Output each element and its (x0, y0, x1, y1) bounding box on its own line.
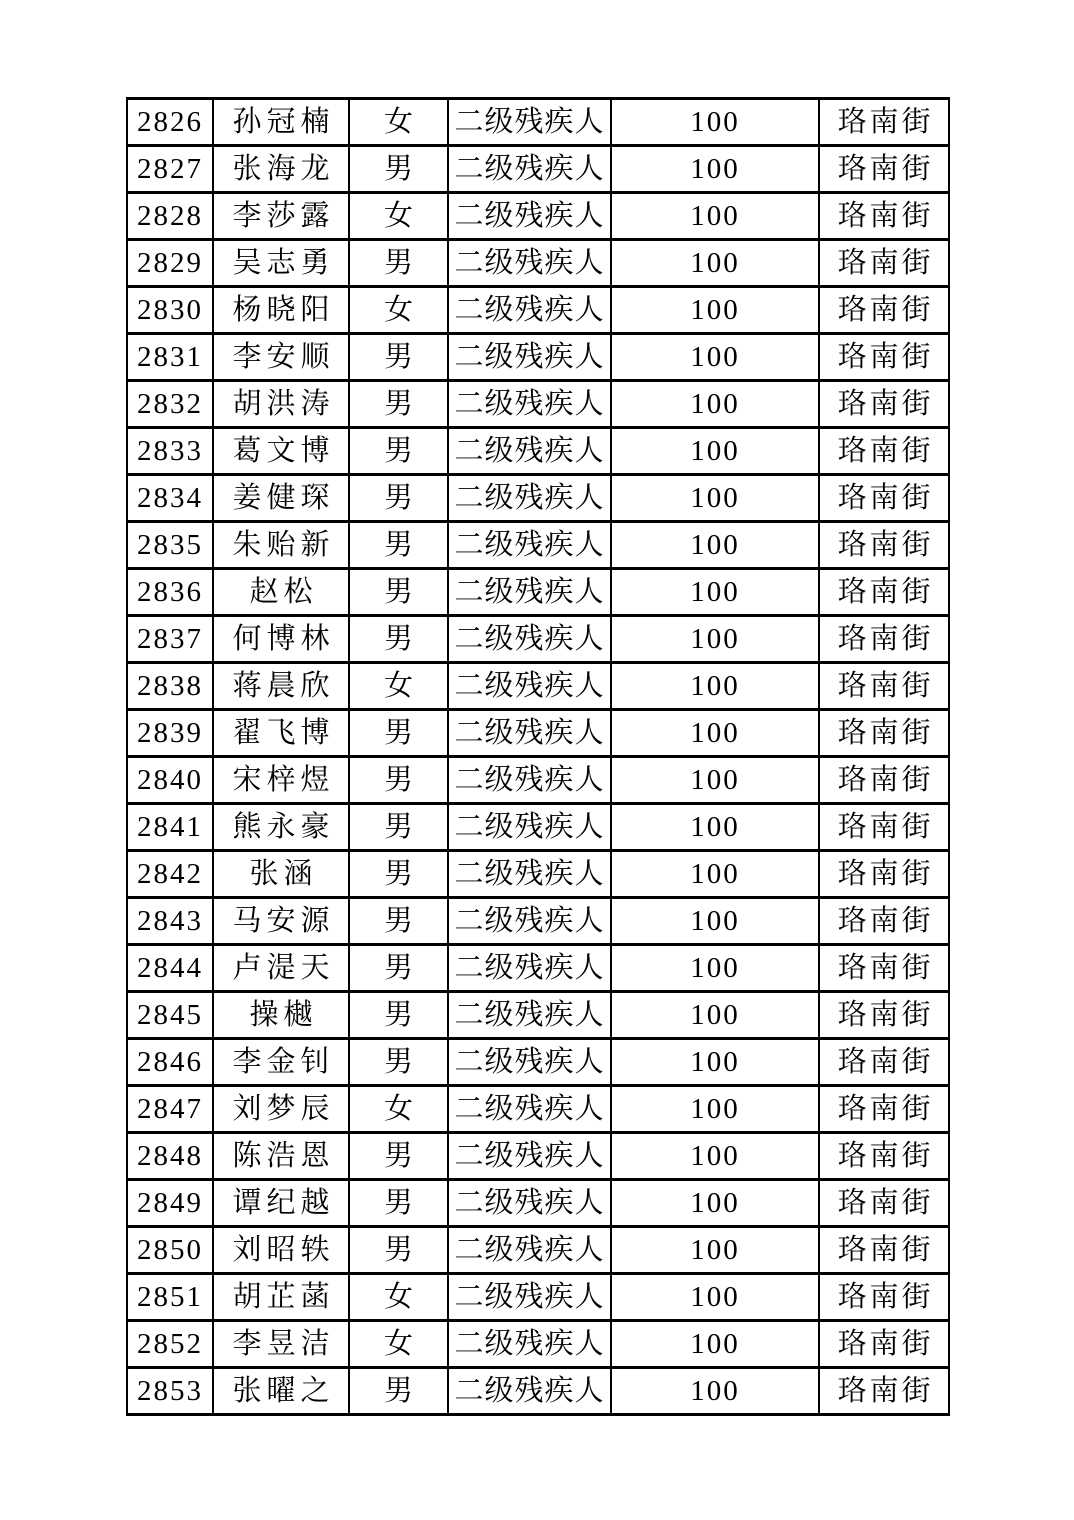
cell-street: 珞南街 (819, 193, 949, 240)
cell-category: 二级残疾人 (448, 1321, 611, 1368)
cell-name: 谭纪越 (213, 1180, 349, 1227)
cell-street: 珞南街 (819, 804, 949, 851)
cell-gender: 女 (349, 193, 448, 240)
cell-serial: 2837 (127, 616, 213, 663)
cell-gender: 男 (349, 616, 448, 663)
cell-gender: 男 (349, 757, 448, 804)
cell-street: 珞南街 (819, 287, 949, 334)
table-row (127, 710, 949, 757)
cell-category: 二级残疾人 (448, 1227, 611, 1274)
cell-street: 珞南街 (819, 1133, 949, 1180)
cell-gender: 男 (349, 428, 448, 475)
cell-street: 珞南街 (819, 1274, 949, 1321)
cell-gender: 男 (349, 992, 448, 1039)
cell-gender: 男 (349, 851, 448, 898)
cell-amount: 100 (611, 992, 819, 1039)
cell-amount: 100 (611, 804, 819, 851)
cell-street: 珞南街 (819, 1086, 949, 1133)
cell-street: 珞南街 (819, 1039, 949, 1086)
cell-serial: 2828 (127, 193, 213, 240)
cell-street: 珞南街 (819, 146, 949, 193)
cell-category: 二级残疾人 (448, 1368, 611, 1415)
table-row (127, 287, 949, 334)
cell-street: 珞南街 (819, 1227, 949, 1274)
cell-category: 二级残疾人 (448, 757, 611, 804)
table-row (127, 1039, 949, 1086)
cell-category: 二级残疾人 (448, 99, 611, 146)
cell-street: 珞南街 (819, 99, 949, 146)
cell-category: 二级残疾人 (448, 381, 611, 428)
cell-category: 二级残疾人 (448, 663, 611, 710)
cell-street: 珞南街 (819, 616, 949, 663)
cell-street: 珞南街 (819, 569, 949, 616)
cell-gender: 男 (349, 334, 448, 381)
cell-gender: 女 (349, 1274, 448, 1321)
cell-name: 朱贻新 (213, 522, 349, 569)
cell-serial: 2829 (127, 240, 213, 287)
cell-gender: 女 (349, 99, 448, 146)
cell-name: 李莎露 (213, 193, 349, 240)
cell-name: 李昱洁 (213, 1321, 349, 1368)
cell-serial: 2849 (127, 1180, 213, 1227)
cell-serial: 2830 (127, 287, 213, 334)
cell-amount: 100 (611, 99, 819, 146)
cell-category: 二级残疾人 (448, 569, 611, 616)
table-row (127, 1274, 949, 1321)
cell-amount: 100 (611, 240, 819, 287)
cell-category: 二级残疾人 (448, 334, 611, 381)
cell-name: 张海龙 (213, 146, 349, 193)
cell-gender: 男 (349, 240, 448, 287)
cell-gender: 男 (349, 710, 448, 757)
cell-amount: 100 (611, 287, 819, 334)
table-row (127, 193, 949, 240)
table-row (127, 945, 949, 992)
cell-serial: 2846 (127, 1039, 213, 1086)
cell-gender: 女 (349, 1086, 448, 1133)
cell-street: 珞南街 (819, 1180, 949, 1227)
cell-name: 李金钊 (213, 1039, 349, 1086)
cell-amount: 100 (611, 569, 819, 616)
cell-name: 刘昭轶 (213, 1227, 349, 1274)
cell-street: 珞南街 (819, 945, 949, 992)
cell-gender: 男 (349, 898, 448, 945)
table-row (127, 428, 949, 475)
cell-category: 二级残疾人 (448, 945, 611, 992)
table-row (127, 757, 949, 804)
cell-serial: 2833 (127, 428, 213, 475)
cell-amount: 100 (611, 710, 819, 757)
cell-name: 姜健琛 (213, 475, 349, 522)
cell-category: 二级残疾人 (448, 1274, 611, 1321)
cell-street: 珞南街 (819, 381, 949, 428)
cell-street: 珞南街 (819, 522, 949, 569)
cell-category: 二级残疾人 (448, 1039, 611, 1086)
cell-category: 二级残疾人 (448, 193, 611, 240)
cell-amount: 100 (611, 428, 819, 475)
cell-category: 二级残疾人 (448, 710, 611, 757)
cell-amount: 100 (611, 1227, 819, 1274)
cell-name: 马安源 (213, 898, 349, 945)
table-row (127, 99, 949, 146)
roster-table-body (127, 99, 949, 1415)
cell-name: 翟飞博 (213, 710, 349, 757)
cell-name: 胡洪涛 (213, 381, 349, 428)
cell-amount: 100 (611, 193, 819, 240)
cell-amount: 100 (611, 334, 819, 381)
cell-street: 珞南街 (819, 710, 949, 757)
cell-serial: 2836 (127, 569, 213, 616)
cell-name: 张涵 (213, 851, 349, 898)
cell-amount: 100 (611, 663, 819, 710)
cell-amount: 100 (611, 898, 819, 945)
cell-serial: 2840 (127, 757, 213, 804)
table-row (127, 522, 949, 569)
table-row (127, 1368, 949, 1415)
cell-name: 张曜之 (213, 1368, 349, 1415)
table-row (127, 898, 949, 945)
cell-street: 珞南街 (819, 992, 949, 1039)
cell-name: 赵松 (213, 569, 349, 616)
cell-amount: 100 (611, 475, 819, 522)
cell-serial: 2851 (127, 1274, 213, 1321)
cell-category: 二级残疾人 (448, 240, 611, 287)
cell-gender: 男 (349, 475, 448, 522)
table-row (127, 146, 949, 193)
cell-category: 二级残疾人 (448, 1180, 611, 1227)
cell-serial: 2839 (127, 710, 213, 757)
table-row (127, 381, 949, 428)
cell-street: 珞南街 (819, 475, 949, 522)
cell-category: 二级残疾人 (448, 1133, 611, 1180)
cell-gender: 男 (349, 945, 448, 992)
cell-name: 蒋晨欣 (213, 663, 349, 710)
cell-street: 珞南街 (819, 428, 949, 475)
cell-serial: 2850 (127, 1227, 213, 1274)
cell-gender: 男 (349, 1180, 448, 1227)
table-row (127, 616, 949, 663)
cell-gender: 男 (349, 146, 448, 193)
table-row (127, 334, 949, 381)
cell-gender: 女 (349, 663, 448, 710)
cell-category: 二级残疾人 (448, 898, 611, 945)
table-row (127, 1180, 949, 1227)
table-row (127, 804, 949, 851)
cell-category: 二级残疾人 (448, 428, 611, 475)
table-row (127, 851, 949, 898)
cell-serial: 2841 (127, 804, 213, 851)
cell-amount: 100 (611, 522, 819, 569)
cell-name: 胡芷菡 (213, 1274, 349, 1321)
cell-name: 李安顺 (213, 334, 349, 381)
cell-gender: 男 (349, 381, 448, 428)
cell-gender: 男 (349, 522, 448, 569)
cell-name: 杨晓阳 (213, 287, 349, 334)
cell-serial: 2838 (127, 663, 213, 710)
cell-serial: 2827 (127, 146, 213, 193)
cell-amount: 100 (611, 381, 819, 428)
cell-gender: 男 (349, 1227, 448, 1274)
cell-amount: 100 (611, 616, 819, 663)
cell-name: 操樾 (213, 992, 349, 1039)
cell-amount: 100 (611, 1039, 819, 1086)
cell-serial: 2844 (127, 945, 213, 992)
cell-serial: 2831 (127, 334, 213, 381)
cell-amount: 100 (611, 851, 819, 898)
cell-street: 珞南街 (819, 334, 949, 381)
cell-street: 珞南街 (819, 1321, 949, 1368)
cell-name: 葛文博 (213, 428, 349, 475)
cell-category: 二级残疾人 (448, 522, 611, 569)
cell-category: 二级残疾人 (448, 287, 611, 334)
cell-name: 孙冠楠 (213, 99, 349, 146)
cell-amount: 100 (611, 757, 819, 804)
cell-category: 二级残疾人 (448, 804, 611, 851)
table-row (127, 475, 949, 522)
table-row (127, 1321, 949, 1368)
cell-name: 宋梓煜 (213, 757, 349, 804)
cell-gender: 男 (349, 1368, 448, 1415)
cell-category: 二级残疾人 (448, 616, 611, 663)
cell-category: 二级残疾人 (448, 851, 611, 898)
cell-serial: 2826 (127, 99, 213, 146)
cell-name: 卢湜天 (213, 945, 349, 992)
cell-gender: 女 (349, 287, 448, 334)
cell-name: 熊永豪 (213, 804, 349, 851)
cell-serial: 2845 (127, 992, 213, 1039)
cell-amount: 100 (611, 1180, 819, 1227)
cell-name: 陈浩恩 (213, 1133, 349, 1180)
cell-serial: 2853 (127, 1368, 213, 1415)
cell-serial: 2843 (127, 898, 213, 945)
cell-gender: 女 (349, 1321, 448, 1368)
cell-street: 珞南街 (819, 1368, 949, 1415)
cell-amount: 100 (611, 1368, 819, 1415)
cell-street: 珞南街 (819, 898, 949, 945)
cell-category: 二级残疾人 (448, 475, 611, 522)
cell-amount: 100 (611, 1274, 819, 1321)
cell-gender: 男 (349, 569, 448, 616)
roster-table (126, 97, 950, 1416)
table-row (127, 1133, 949, 1180)
cell-name: 刘梦辰 (213, 1086, 349, 1133)
cell-amount: 100 (611, 1086, 819, 1133)
cell-serial: 2848 (127, 1133, 213, 1180)
cell-gender: 男 (349, 804, 448, 851)
cell-category: 二级残疾人 (448, 146, 611, 193)
cell-serial: 2842 (127, 851, 213, 898)
cell-amount: 100 (611, 945, 819, 992)
cell-street: 珞南街 (819, 663, 949, 710)
cell-amount: 100 (611, 146, 819, 193)
table-row (127, 569, 949, 616)
cell-gender: 男 (349, 1133, 448, 1180)
table-row (127, 992, 949, 1039)
table-row (127, 1086, 949, 1133)
cell-serial: 2847 (127, 1086, 213, 1133)
cell-gender: 男 (349, 1039, 448, 1086)
cell-serial: 2852 (127, 1321, 213, 1368)
cell-amount: 100 (611, 1321, 819, 1368)
cell-serial: 2835 (127, 522, 213, 569)
table-row (127, 1227, 949, 1274)
cell-amount: 100 (611, 1133, 819, 1180)
cell-street: 珞南街 (819, 757, 949, 804)
cell-street: 珞南街 (819, 240, 949, 287)
cell-category: 二级残疾人 (448, 992, 611, 1039)
cell-serial: 2834 (127, 475, 213, 522)
cell-name: 吴志勇 (213, 240, 349, 287)
cell-street: 珞南街 (819, 851, 949, 898)
table-row (127, 663, 949, 710)
cell-serial: 2832 (127, 381, 213, 428)
cell-category: 二级残疾人 (448, 1086, 611, 1133)
cell-name: 何博林 (213, 616, 349, 663)
table-row (127, 240, 949, 287)
